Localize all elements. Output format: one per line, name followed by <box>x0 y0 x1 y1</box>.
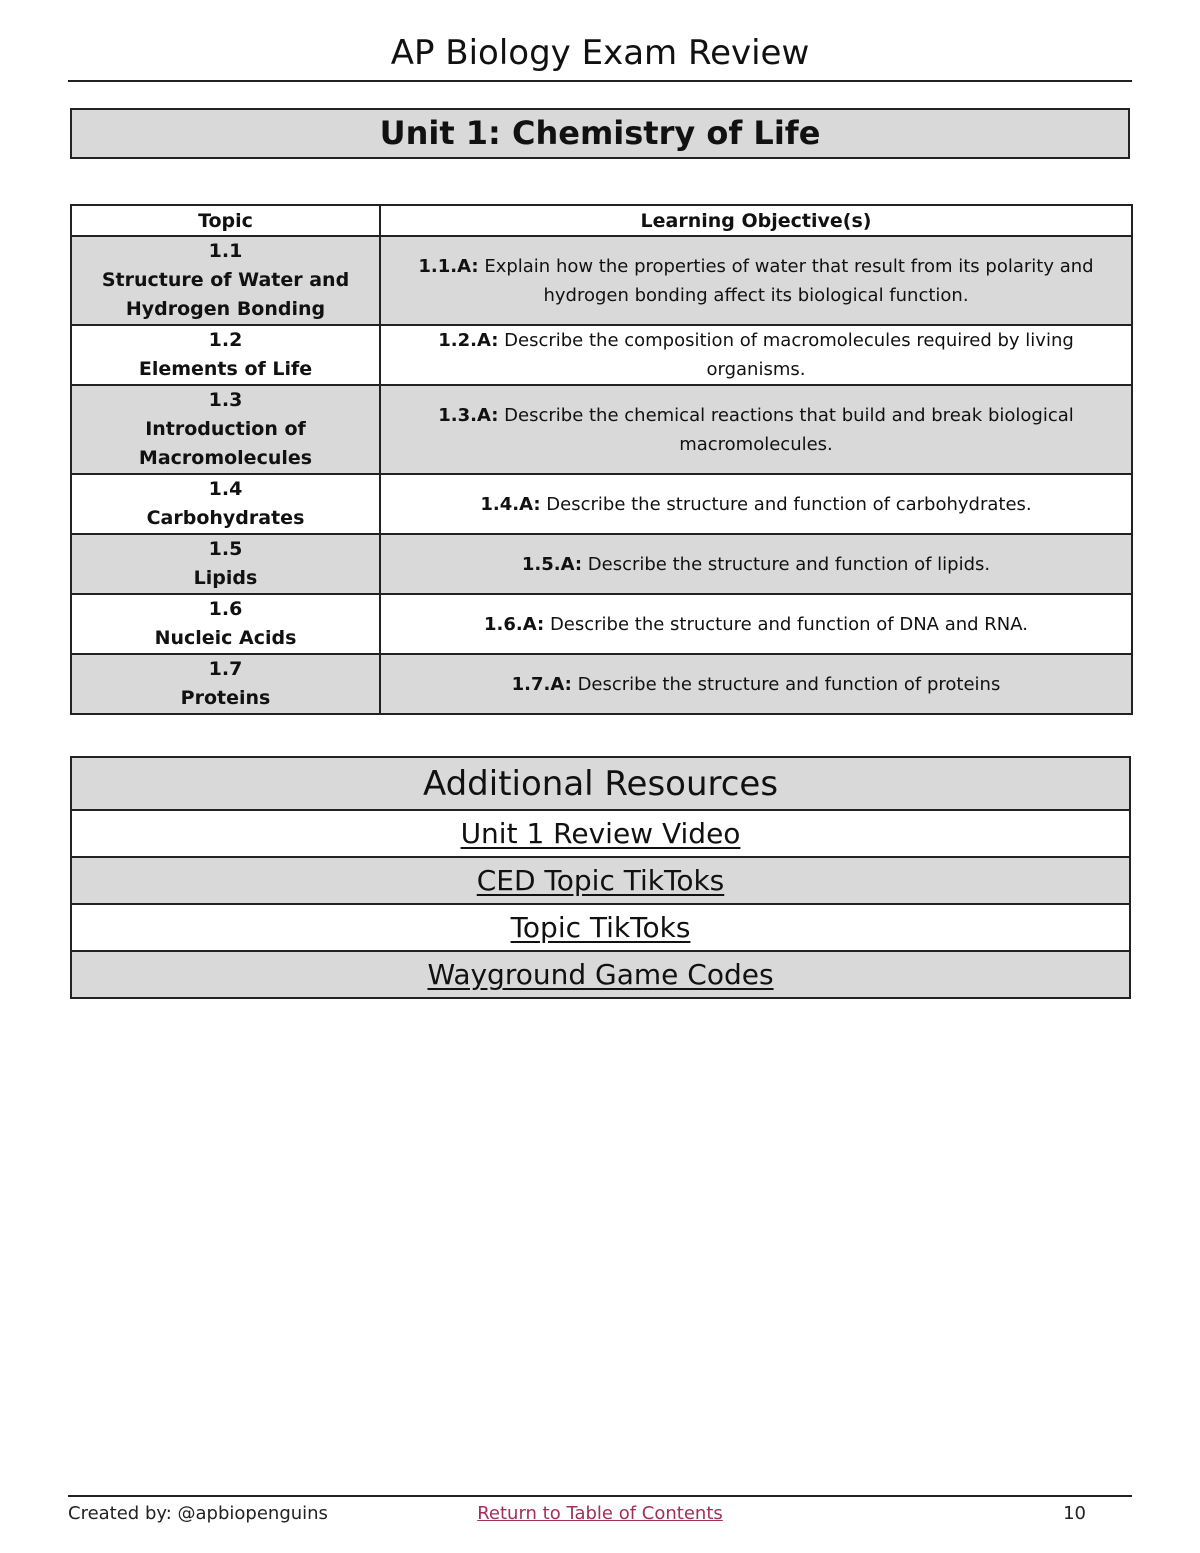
resource-row <box>71 857 1130 904</box>
resource-cell <box>71 857 1130 904</box>
topic-name: Structure of Water and Hydrogen Bonding <box>101 269 350 320</box>
objective-code: 1.1.A: <box>418 255 479 277</box>
page-footer <box>68 1495 1132 1531</box>
objective-cell <box>380 654 1132 714</box>
topic-number: 1.4 <box>208 478 243 500</box>
topic-cell <box>71 474 380 534</box>
objective-text: Describe the structure and function of carbohydrates. <box>546 493 1032 515</box>
resources-header-row <box>71 757 1130 810</box>
footer-credit: Created by: @apbiopenguins <box>68 1503 328 1524</box>
table-header-row <box>71 205 1132 236</box>
topic-column-header: Topic <box>71 205 380 236</box>
wayground-game-codes-link[interactable]: Wayground Game Codes <box>427 958 774 991</box>
objective-cell <box>380 385 1132 474</box>
objective-code: 1.3.A: <box>438 404 499 426</box>
table-row <box>71 236 1132 325</box>
objective-code: 1.5.A: <box>521 553 583 575</box>
topic-name: Introduction of Macromolecules <box>138 418 313 469</box>
objective-cell <box>380 534 1132 594</box>
objective-text: Describe the structure and function of lipids. <box>587 553 991 575</box>
topic-name: Proteins <box>180 687 271 709</box>
table-row <box>71 594 1132 654</box>
page-title: AP Biology Exam Review <box>68 28 1132 82</box>
topic-name: Nucleic Acids <box>154 627 297 649</box>
topic-cell <box>71 654 380 714</box>
resource-cell <box>71 904 1130 951</box>
ced-topic-tiktoks-link[interactable]: CED Topic TikToks <box>476 864 725 897</box>
objective-code: 1.2.A: <box>438 330 499 351</box>
table-row <box>71 654 1132 714</box>
topic-cell <box>71 385 380 474</box>
resource-cell <box>71 951 1130 998</box>
toc-link-container <box>68 1503 1132 1524</box>
topic-number: 1.5 <box>208 538 243 560</box>
table-row <box>71 325 1132 385</box>
objective-cell <box>380 236 1132 325</box>
objective-text: Explain how the properties of water that result from its polarity and hydrogen bonding affect its biological function. <box>484 255 1094 306</box>
objective-text: Describe the composition of macromolecules required by living organisms. <box>504 330 1074 380</box>
objective-cell <box>380 594 1132 654</box>
return-to-toc-link[interactable]: Return to Table of Contents <box>477 1503 723 1524</box>
topic-cell <box>71 594 380 654</box>
objective-code: 1.4.A: <box>480 493 541 515</box>
topic-name: Elements of Life <box>138 358 313 380</box>
topic-tiktoks-link[interactable]: Topic TikToks <box>510 911 691 944</box>
objective-cell <box>380 474 1132 534</box>
resource-row <box>71 810 1130 857</box>
resource-cell <box>71 810 1130 857</box>
topic-cell <box>71 325 380 385</box>
topic-number: 1.1 <box>208 240 243 262</box>
objective-text: Describe the structure and function of DNA and RNA. <box>549 613 1028 635</box>
topic-number: 1.7 <box>208 658 243 680</box>
topic-cell <box>71 236 380 325</box>
objective-cell <box>380 325 1132 385</box>
unit-title: Unit 1: Chemistry of Life <box>70 108 1130 159</box>
resource-row <box>71 951 1130 998</box>
topic-name: Carbohydrates <box>146 507 305 529</box>
page-number: 10 <box>1063 1503 1086 1524</box>
table-row <box>71 534 1132 594</box>
objective-column-header: Learning Objective(s) <box>380 205 1132 236</box>
objective-text: Describe the structure and function of proteins <box>577 673 1001 695</box>
resource-row <box>71 904 1130 951</box>
resources-title: Additional Resources <box>71 757 1130 810</box>
unit-review-video-link[interactable]: Unit 1 Review Video <box>460 817 741 850</box>
topic-number: 1.2 <box>208 329 243 351</box>
learning-objectives-table <box>70 204 1133 715</box>
objective-text: Describe the chemical reactions that build and break biological macromolecules. <box>504 404 1074 455</box>
objective-code: 1.7.A: <box>511 673 572 695</box>
topic-number: 1.6 <box>208 598 243 620</box>
table-row <box>71 474 1132 534</box>
topic-cell <box>71 534 380 594</box>
additional-resources-table <box>70 756 1131 999</box>
table-row <box>71 385 1132 474</box>
objective-code: 1.6.A: <box>484 613 545 635</box>
topic-number: 1.3 <box>208 389 243 411</box>
topic-name: Lipids <box>193 567 258 589</box>
